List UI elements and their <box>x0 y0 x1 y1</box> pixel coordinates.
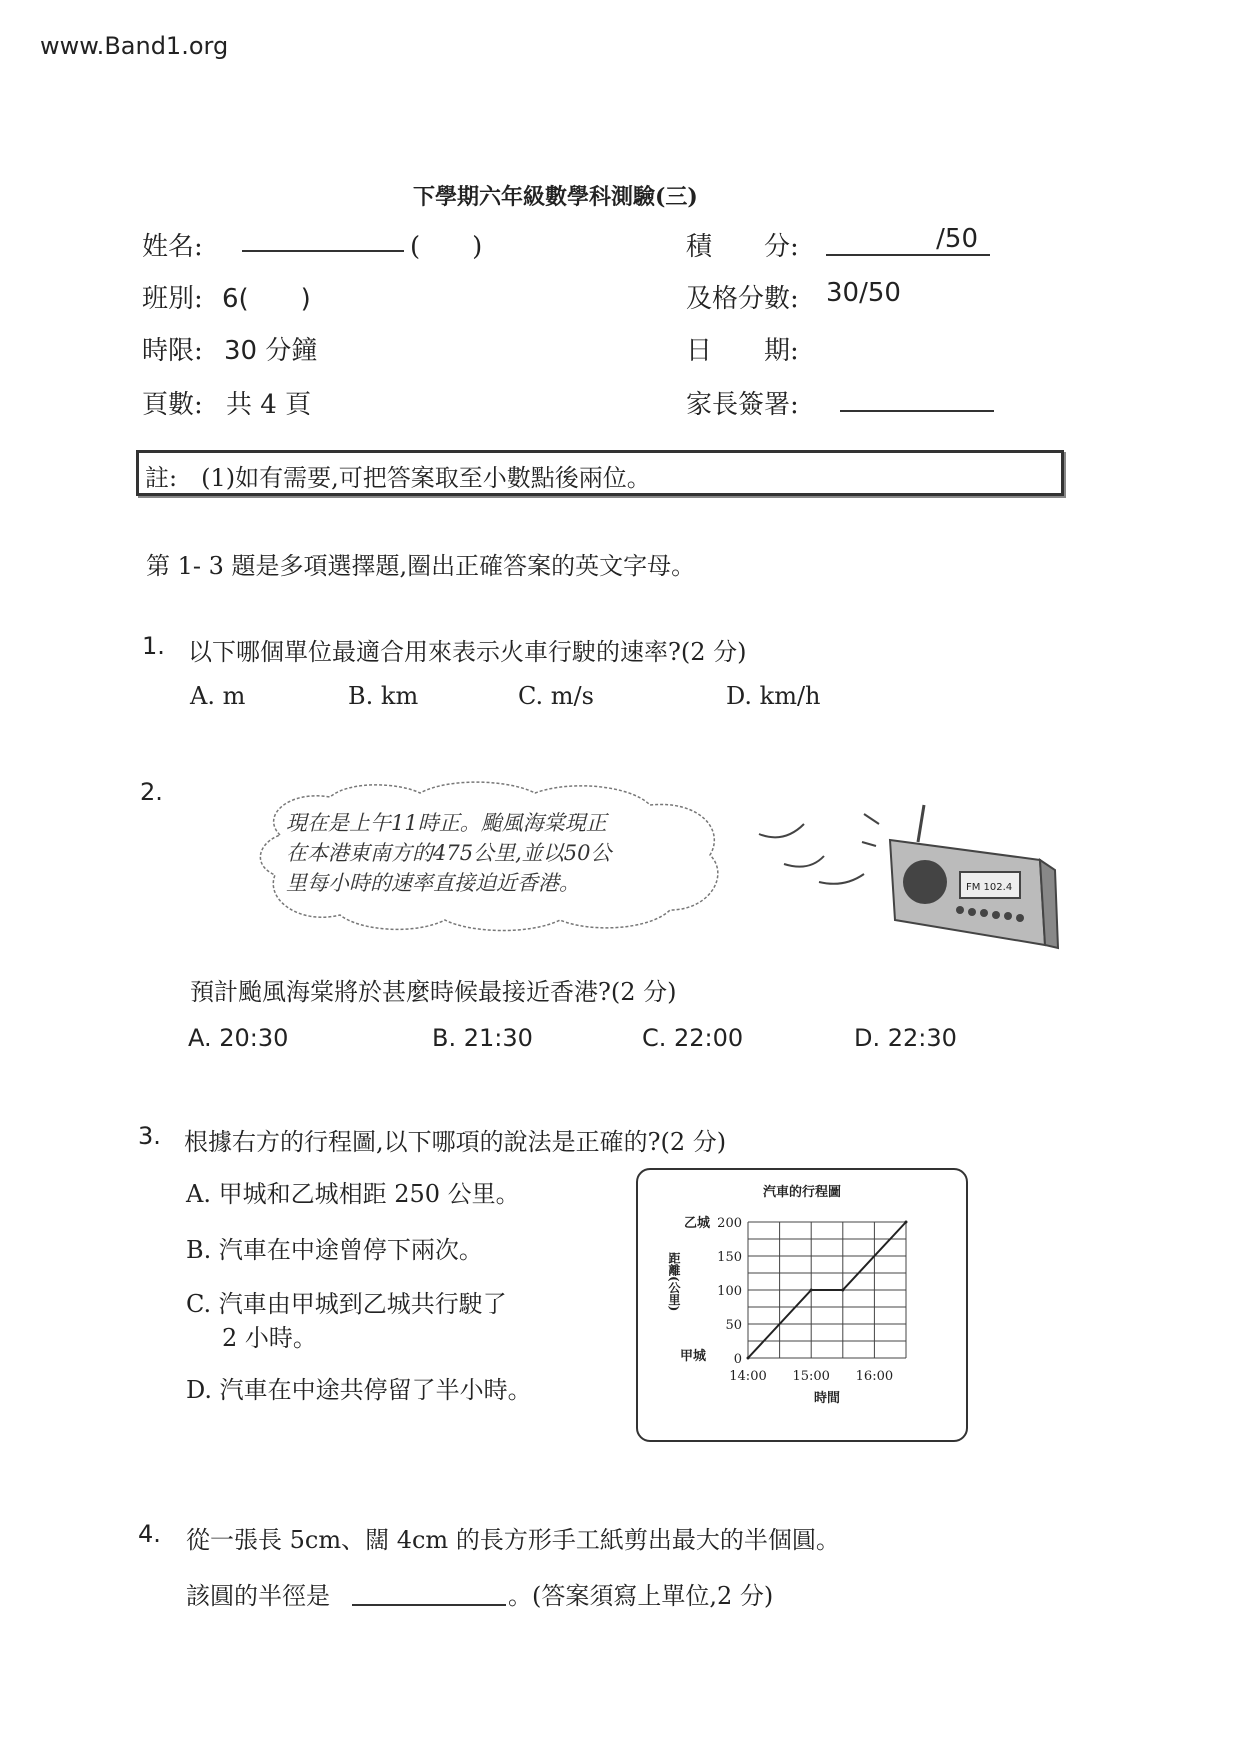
q3-text: 根據右方的行程圖,以下哪項的說法是正確的?(2 分) <box>184 1128 727 1156</box>
q1-option-a[interactable]: A. m <box>190 682 246 710</box>
pages-value: 共 4 頁 <box>226 390 312 420</box>
note-box <box>136 450 1064 496</box>
q2-text: 預計颱風海棠將於甚麼時候最接近香港?(2 分) <box>190 978 677 1006</box>
q2-number: 2. <box>140 778 163 806</box>
x-axis-label: 時間 <box>813 1391 841 1406</box>
note-text: 註: (1)如有需要,可把答案取至小數點後兩位。 <box>145 464 651 492</box>
series-point <box>747 1357 750 1360</box>
x-tick-label: 14:00 <box>729 1369 767 1384</box>
cloud-text <box>286 808 611 898</box>
y-end-label-top: 乙城 <box>684 1216 711 1231</box>
y-tick-label: 0 <box>733 1352 742 1367</box>
series-point <box>905 1221 908 1224</box>
series-point <box>841 1289 844 1292</box>
class-label: 班別: <box>142 284 203 314</box>
score-field[interactable] <box>826 226 990 256</box>
q4-answer-prefix: 該圓的半徑是 <box>186 1582 330 1610</box>
y-tick-label: 50 <box>725 1318 742 1333</box>
travel-chart-frame <box>636 1168 968 1442</box>
y-end-label-bottom: 甲城 <box>680 1349 707 1364</box>
q4-answer-suffix: 。(答案須寫上單位,2 分) <box>508 1582 774 1610</box>
q3-option-b[interactable]: B. 汽車在中途曾停下兩次。 <box>186 1236 483 1264</box>
x-tick-label: 16:00 <box>855 1369 894 1384</box>
radio-icon <box>880 800 1060 950</box>
q2-option-b[interactable]: B. 21:30 <box>432 1024 533 1052</box>
date-label: 日 期: <box>686 336 799 366</box>
y-axis-label: 距離(公里) <box>667 1252 681 1312</box>
travel-chart <box>638 1170 966 1440</box>
q1-option-b[interactable]: B. km <box>348 682 419 710</box>
pass-value: 30/50 <box>826 278 901 308</box>
time-label: 時限: <box>142 336 203 366</box>
cloud-line-1: 現在是上午11時正。颱風海棠現正 <box>286 811 607 835</box>
q3-option-c[interactable]: C. 汽車由甲城到乙城共行駛了 <box>186 1290 507 1318</box>
q2-option-a[interactable]: A. 20:30 <box>188 1024 289 1052</box>
q1-text: 以下哪個單位最適合用來表示火車行駛的速率?(2 分) <box>188 638 747 666</box>
time-value: 30 分鐘 <box>224 336 318 366</box>
pass-label: 及格分數: <box>686 284 799 314</box>
y-tick-label: 100 <box>717 1284 742 1299</box>
y-tick-label: 150 <box>717 1250 742 1265</box>
sound-waves-icon <box>754 804 884 894</box>
site-watermark: www.Band1.org <box>40 32 229 60</box>
score-total: /50 <box>936 224 978 254</box>
q1-option-d[interactable]: D. km/h <box>726 682 821 710</box>
q3-option-a[interactable]: A. 甲城和乙城相距 250 公里。 <box>186 1180 520 1208</box>
page-title: 下學期六年級數學科測驗(三) <box>413 184 698 210</box>
cloud-line-2: 在本港東南方的475公里,並以50公 <box>286 841 612 865</box>
q3-option-c-cont: 2 小時。 <box>222 1324 317 1352</box>
section-intro: 第 1- 3 題是多項選擇題,圈出正確答案的英文字母。 <box>146 552 696 580</box>
q2-option-c[interactable]: C. 22:00 <box>642 1024 744 1052</box>
y-tick-label: 200 <box>717 1216 742 1231</box>
q1-option-c[interactable]: C. m/s <box>518 682 594 710</box>
cloud-line-3: 里每小時的速率直接迫近香港。 <box>286 871 580 895</box>
q4-answer-field[interactable] <box>352 1578 506 1606</box>
q1-number: 1. <box>142 632 165 660</box>
q3-option-d[interactable]: D. 汽車在中途共停留了半小時。 <box>186 1376 532 1404</box>
pages-label: 頁數: <box>142 390 203 420</box>
q4-text: 從一張長 5cm、闊 4cm 的長方形手工紙剪出最大的半個圓。 <box>186 1526 840 1554</box>
chart-title: 汽車的行程圖 <box>762 1185 842 1200</box>
class-value: 6( ) <box>222 284 311 314</box>
name-label: 姓名: <box>142 232 203 262</box>
name-field[interactable] <box>242 228 404 252</box>
signature-label: 家長簽署: <box>686 390 799 420</box>
radio-frequency-text: FM 102.4 <box>966 882 1013 893</box>
signature-field[interactable] <box>840 386 994 412</box>
q3-number: 3. <box>138 1122 161 1150</box>
index-paren: ( ) <box>410 232 483 262</box>
score-label: 積 分: <box>686 232 799 262</box>
series-point <box>810 1289 813 1292</box>
q4-number: 4. <box>138 1520 161 1548</box>
x-tick-label: 15:00 <box>792 1369 830 1384</box>
q2-option-d[interactable]: D. 22:30 <box>854 1024 957 1052</box>
